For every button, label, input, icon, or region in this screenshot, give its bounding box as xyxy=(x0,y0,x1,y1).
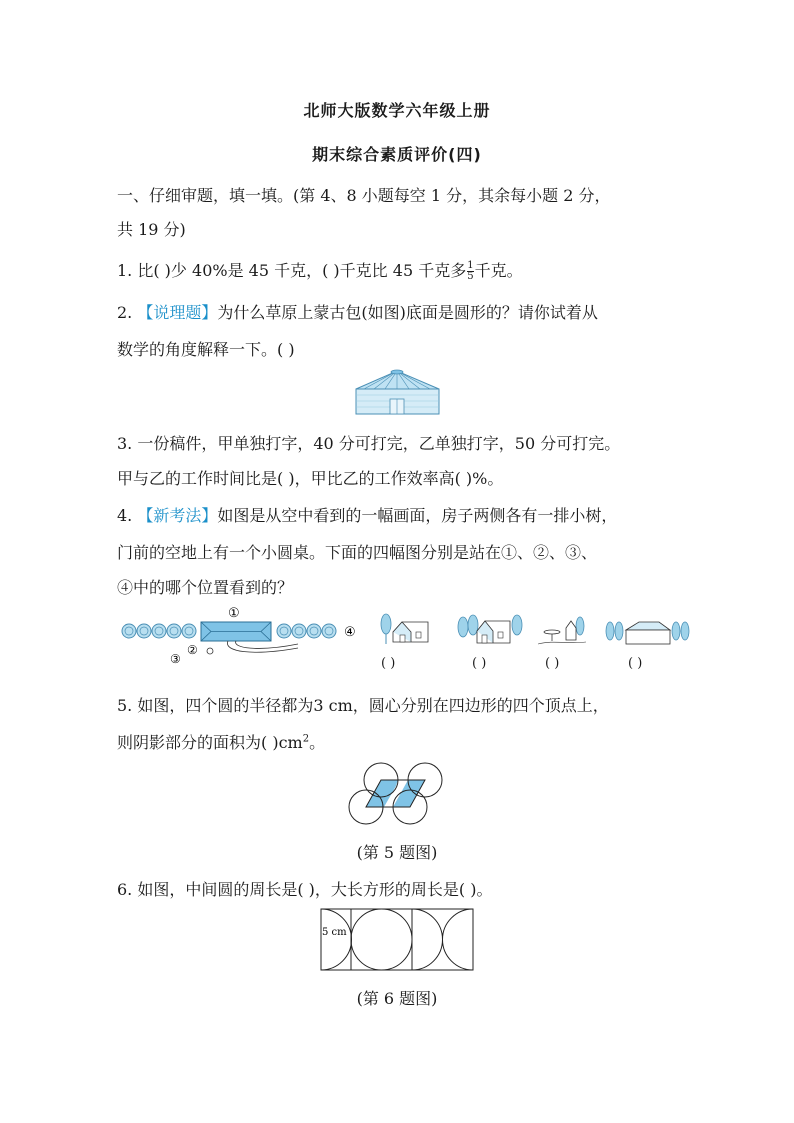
answer-blank-c[interactable]: ( ) xyxy=(545,656,560,671)
question-6-line1: 6. 如图，中间圆的周长是( )，大长方形的周长是( )。 xyxy=(117,880,493,899)
q1-text-b: 千克。 xyxy=(474,261,523,280)
four-circles-figure xyxy=(348,760,448,828)
yurt-figure xyxy=(350,367,445,417)
view-picture-c xyxy=(538,614,588,648)
answer-blank-b[interactable]: ( ) xyxy=(472,656,487,671)
question-4-line3: ④中的哪个位置看到的？ xyxy=(117,578,294,597)
marker-1: ① xyxy=(228,606,240,621)
view-picture-b xyxy=(455,611,525,649)
question-3-line2: 甲与乙的工作时间比是( )，甲比乙的工作效率高( )%。 xyxy=(117,469,504,488)
q1-fraction xyxy=(467,261,473,282)
q1-frac-den: 5 xyxy=(467,271,474,282)
answer-blank-a[interactable]: ( ) xyxy=(381,656,396,671)
answer-blank-d[interactable]: ( ) xyxy=(628,656,643,671)
q6-caption: (第 6 题图) xyxy=(356,989,438,1008)
q4-tag: 【新考法】 xyxy=(137,506,218,525)
q2-number: 2. xyxy=(117,303,138,322)
question-4-line2: 门前的空地上有一个小圆桌。下面的四幅图分别是站在①、②、③、 xyxy=(117,543,598,562)
marker-2: ② xyxy=(187,643,198,657)
question-3-line1: 3. 一份稿件，甲单独打字，40 分可打完，乙单独打字，50 分可打完。 xyxy=(117,434,621,453)
q5-sup: 2 xyxy=(302,733,310,745)
page-subtitle: 期末综合素质评价(四) xyxy=(312,145,482,164)
q5-caption: (第 5 题图) xyxy=(356,843,438,862)
rectangle-circles-figure xyxy=(320,908,475,972)
view-picture-a xyxy=(378,612,434,648)
q4-text: 如图是从空中看到的一幅画面，房子两侧各有一排小树， xyxy=(217,506,618,525)
q4-number: 4. xyxy=(117,506,138,525)
question-2-line2: 数学的角度解释一下。( ) xyxy=(117,340,295,359)
q5-text-b: 。 xyxy=(309,733,326,752)
q5-text-a: 则阴影部分的面积为( )cm xyxy=(117,733,303,752)
section-heading-line2: 共 19 分) xyxy=(117,220,186,239)
top-view-figure xyxy=(118,604,368,666)
dimension-label: 5 cm xyxy=(322,927,347,938)
q1-frac-num: 1 xyxy=(467,260,474,271)
question-2-line1 xyxy=(117,300,598,323)
section-heading-line1: 一、仔细审题，填一填。(第 4、8 小题每空 1 分，其余每小题 2 分， xyxy=(117,186,611,205)
marker-3: ③ xyxy=(170,652,181,666)
question-1 xyxy=(117,258,523,282)
q2-text: 为什么草原上蒙古包(如图)底面是圆形的？请你试着从 xyxy=(217,303,598,322)
q2-tag: 【说理题】 xyxy=(137,303,218,322)
question-5-line1: 5. 如图，四个圆的半径都为3 cm，圆心分别在四边形的四个顶点上， xyxy=(117,696,609,715)
q1-text-a: 1. 比( )少 40%是 45 千克，( )千克比 45 千克多 xyxy=(117,261,467,280)
question-5-line2 xyxy=(117,730,325,753)
page-title: 北师大版数学六年级上册 xyxy=(303,101,491,120)
view-picture-d xyxy=(604,616,694,646)
question-4-line1 xyxy=(117,503,617,526)
marker-4: ④ xyxy=(344,625,356,640)
